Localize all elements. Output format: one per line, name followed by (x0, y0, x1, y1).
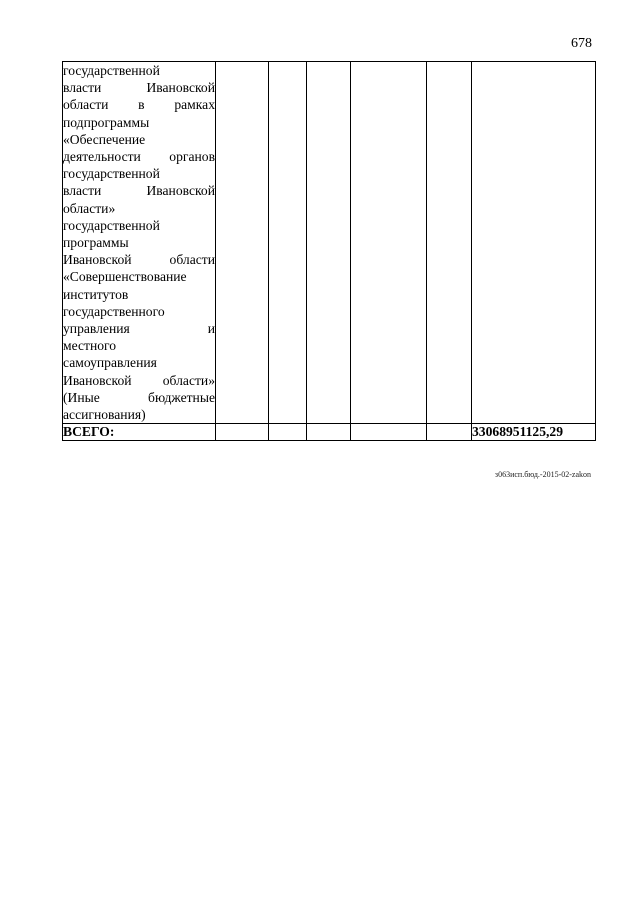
description-line: программы (63, 235, 129, 251)
empty-cell (351, 62, 427, 424)
empty-cell (216, 424, 269, 441)
description-line: власти Ивановской (63, 80, 215, 96)
expense-description-cell (63, 62, 216, 424)
description-line: подпрограммы (63, 114, 150, 130)
description-line: власти Ивановской (63, 183, 215, 199)
empty-cell (307, 424, 351, 441)
description-line: «Обеспечение (63, 131, 146, 147)
description-line: «Совершенствование (63, 269, 187, 285)
description-line: области в рамках (63, 97, 215, 113)
total-row (63, 424, 596, 441)
empty-cell (427, 62, 472, 424)
description-line: самоуправления (63, 355, 157, 371)
description-line: ассигнования) (63, 407, 146, 423)
description-line: деятельности органов (63, 149, 215, 165)
amount-cell (472, 62, 596, 424)
empty-cell (216, 62, 269, 424)
page-number: 678 (571, 36, 592, 51)
empty-cell (307, 62, 351, 424)
document-code: з063исп.бюд.-2015-02-zakon (494, 470, 591, 479)
empty-cell (427, 424, 472, 441)
empty-cell (269, 62, 307, 424)
description-line: государственной (63, 166, 160, 182)
description-line: (Иные бюджетные (63, 389, 215, 405)
total-label: ВСЕГО: (63, 424, 216, 441)
empty-cell (351, 424, 427, 441)
description-line: местного (63, 338, 117, 354)
description-line: Ивановской области» (63, 372, 215, 388)
description-line: Ивановской области (63, 252, 215, 268)
description-line: государственной (63, 217, 160, 233)
expense-description (63, 62, 215, 423)
description-line: области» (63, 200, 116, 216)
table-row (63, 62, 596, 424)
description-line: государственного (63, 303, 165, 319)
description-line: государственной (63, 63, 160, 78)
budget-table (62, 61, 596, 441)
empty-cell (269, 424, 307, 441)
total-amount: 33068951125,29 (472, 424, 596, 441)
description-line: управления и (63, 321, 215, 337)
description-line: институтов (63, 286, 129, 302)
